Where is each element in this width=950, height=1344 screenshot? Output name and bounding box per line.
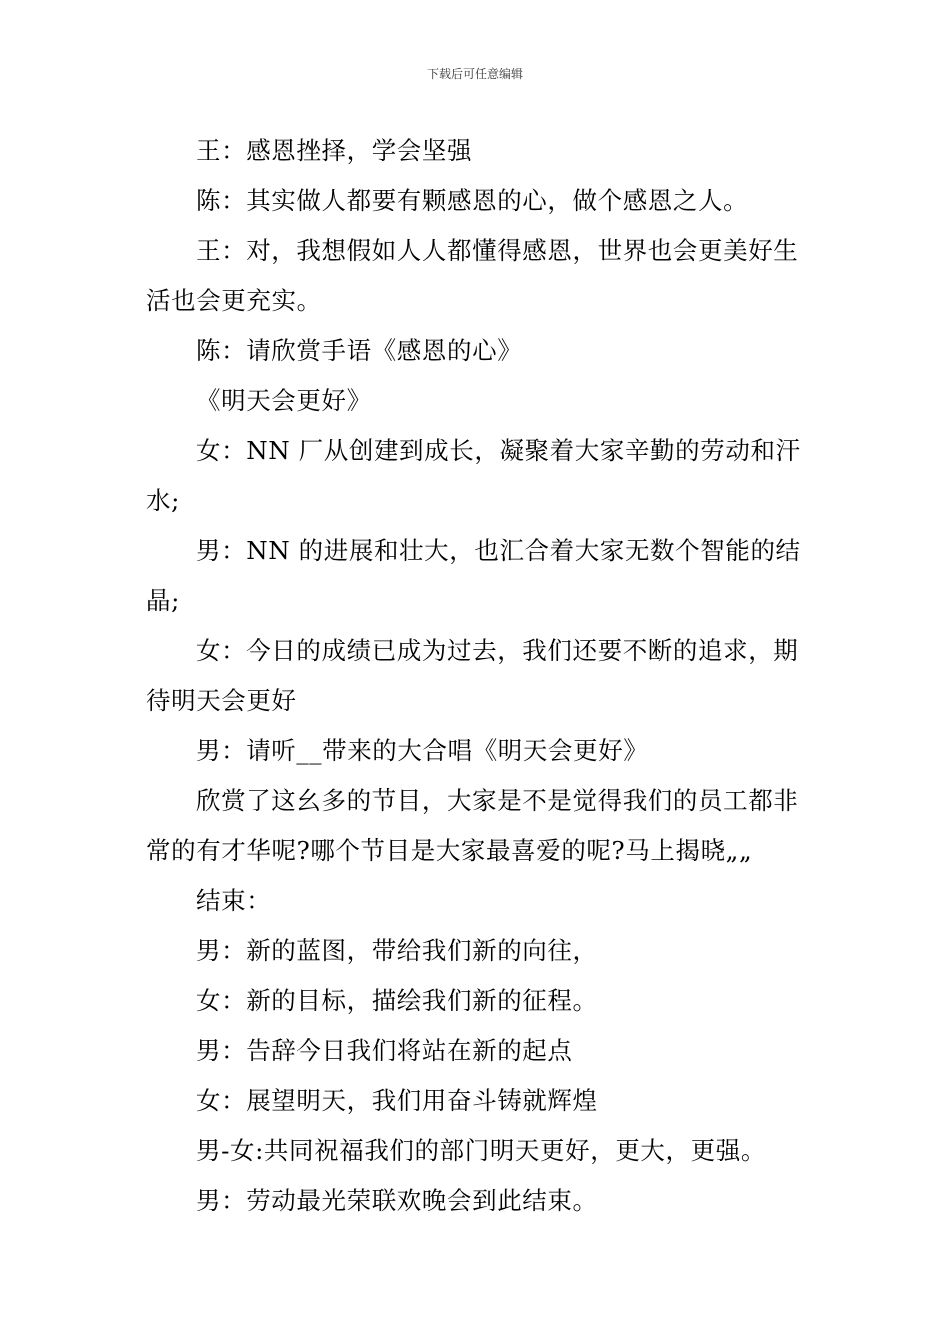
- paragraph: 《明天会更好》: [196, 386, 372, 415]
- paragraph: 男：新的蓝图，带给我们新的向往，: [196, 936, 598, 965]
- document-body: [146, 126, 810, 1226]
- paragraph: 欣赏了这幺多的节目，大家是不是觉得我们的员工都非常的有才华呢?哪个节目是大家最喜爱的呢?马上揭晓„„: [146, 786, 799, 865]
- paragraph: 女：新的目标，描绘我们新的征程。: [196, 986, 598, 1015]
- paragraph: 王：感恩挫择，学会坚强: [196, 136, 473, 165]
- paragraph: 结束：: [196, 886, 272, 915]
- paragraph: 女：今日的成绩已成为过去，我们还要不断的追求，期待明天会更好: [146, 636, 799, 715]
- paragraph: 男：告辞今日我们将站在新的起点: [196, 1036, 573, 1065]
- paragraph: 男：请听__带来的大合唱《明天会更好》: [196, 736, 649, 765]
- paragraph: 王：对，我想假如人人都懂得感恩，世界也会更美好生活也会更充实。: [146, 236, 799, 315]
- paragraph: 陈：其实做人都要有颗感恩的心，做个感恩之人。: [196, 186, 749, 215]
- paragraph: 男-女:共同祝福我们的部门明天更好，更大，更强。: [196, 1136, 766, 1165]
- page-header: 下载后可任意编辑: [426, 67, 523, 81]
- paragraph: 男：NN 的进展和壮大，也汇合着大家无数个智能的结晶;: [146, 536, 801, 615]
- paragraph: 女：NN 厂从创建到成长，凝聚着大家辛勤的劳动和汗水;: [146, 436, 801, 515]
- paragraph: 陈：请欣赏手语《感恩的心》: [196, 336, 523, 365]
- paragraph: 男：劳动最光荣联欢晚会到此结束。: [196, 1186, 598, 1215]
- paragraph: 女：展望明天，我们用奋斗铸就辉煌: [196, 1086, 598, 1115]
